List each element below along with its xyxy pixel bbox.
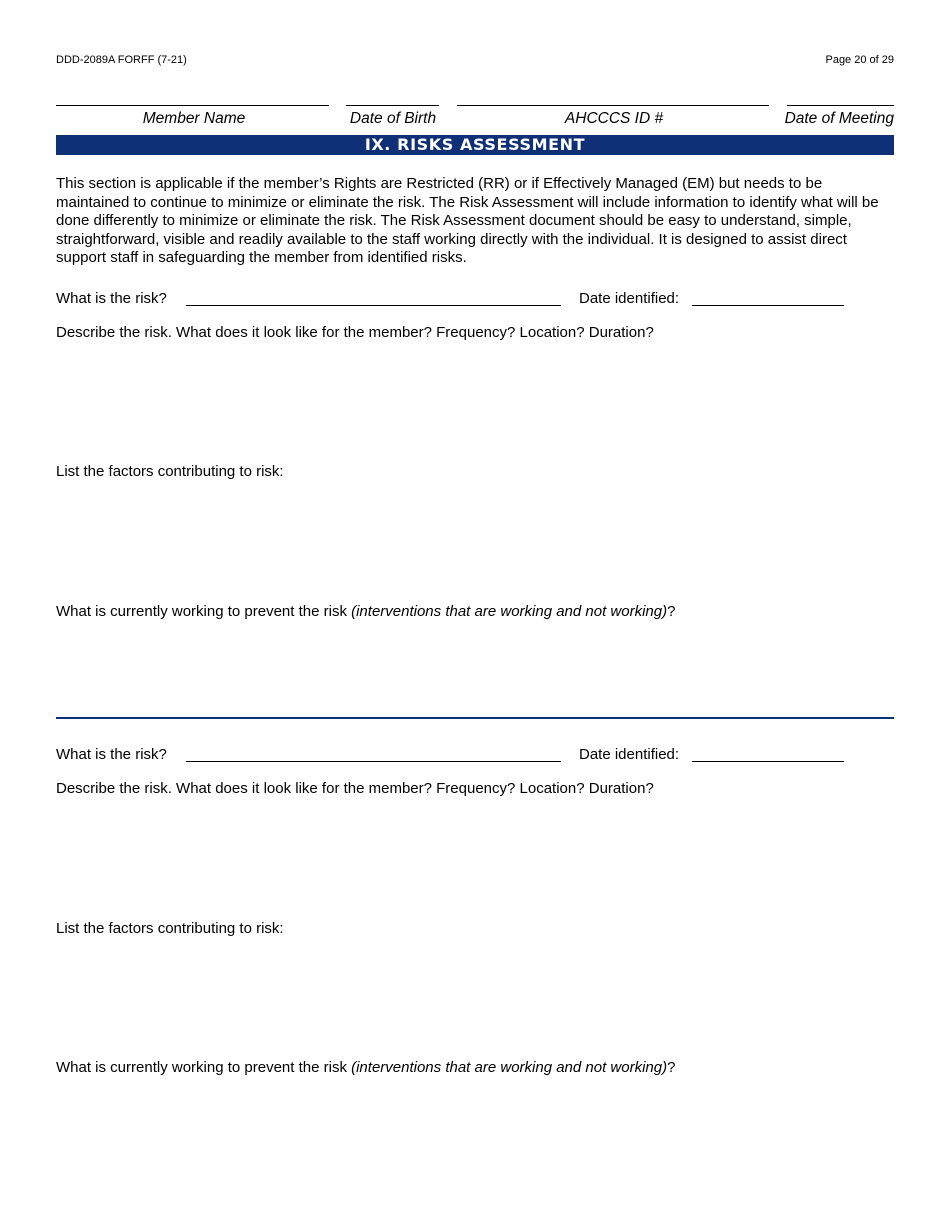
date-of-meeting-label: Date of Meeting (784, 110, 894, 127)
member-name-line[interactable] (56, 105, 329, 106)
date-identified-label: Date identified: (579, 290, 680, 307)
factors-field[interactable] (56, 485, 894, 595)
describe-risk-label: Describe the risk. What does it look like for the member? Frequency? Location? Duration? (56, 324, 654, 341)
date-identified-input-line[interactable] (692, 761, 844, 762)
ahcccs-id-label: AHCCCS ID # (564, 110, 664, 127)
date-of-birth-label: Date of Birth (349, 110, 437, 127)
date-identified-label: Date identified: (579, 746, 680, 763)
describe-risk-field[interactable] (56, 346, 894, 456)
section-title-banner: IX. RISKS ASSESSMENT (56, 135, 894, 155)
risk-label: What is the risk? (56, 290, 167, 307)
form-id: DDD-2089A FORFF (7-21) (56, 54, 187, 66)
risk-input-line[interactable] (186, 305, 561, 306)
page-number: Page 20 of 29 (825, 54, 894, 66)
risk-input-line[interactable] (186, 761, 561, 762)
member-name-label: Member Name (142, 110, 246, 127)
factors-label: List the factors contributing to risk: (56, 463, 284, 480)
prevent-risk-label: What is currently working to prevent the risk (interventions that are working and not working)? (56, 603, 676, 620)
describe-risk-label: Describe the risk. What does it look like for the member? Frequency? Location? Duration? (56, 780, 654, 797)
prevent-risk-label: What is currently working to prevent the risk (interventions that are working and not working)? (56, 1059, 676, 1076)
date-identified-input-line[interactable] (692, 305, 844, 306)
section-intro: This section is applicable if the member’s Rights are Restricted (RR) or if Effectively Managed (EM) but needs to be maintained to continue to minimize or eliminate the risk. The Risk Assessment will include information to identify what will be done differently to minimize or eliminate the risk. The Risk Assessment document should be easy to understand, simple, straightforward, visible and readily available to the staff working directly with the individual. It is designed to assist direct support staff in safeguarding the member from identified risks. (56, 175, 879, 267)
prevent-risk-field[interactable] (56, 625, 894, 710)
ahcccs-id-line[interactable] (457, 105, 769, 106)
section-divider (56, 717, 894, 719)
date-of-meeting-line[interactable] (787, 105, 894, 106)
describe-risk-field[interactable] (56, 802, 894, 912)
factors-label: List the factors contributing to risk: (56, 920, 284, 937)
prevent-risk-field[interactable] (56, 1081, 894, 1191)
date-of-birth-line[interactable] (346, 105, 439, 106)
factors-field[interactable] (56, 942, 894, 1052)
risk-label: What is the risk? (56, 746, 167, 763)
